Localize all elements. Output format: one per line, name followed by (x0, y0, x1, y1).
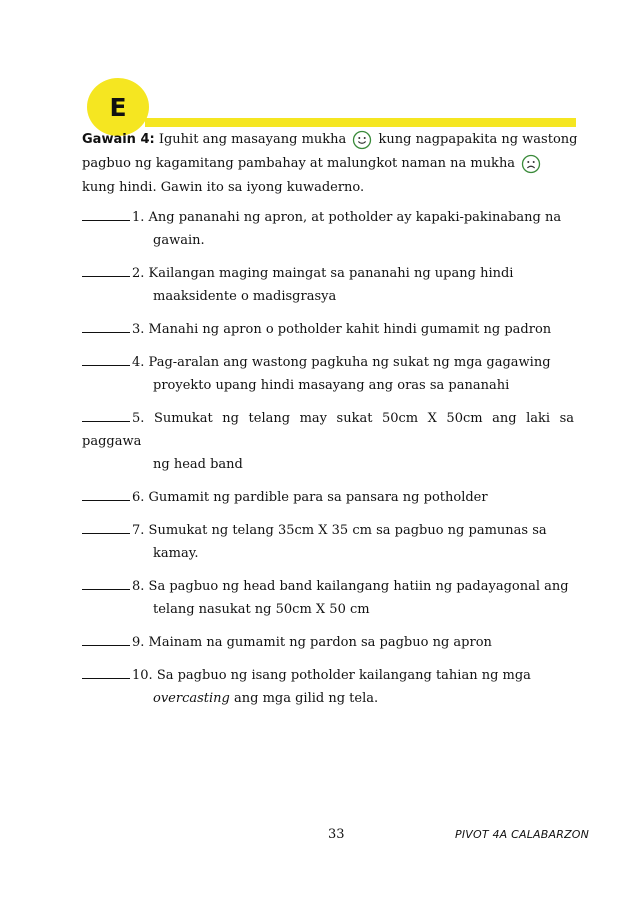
answer-blank[interactable] (82, 206, 130, 221)
answer-blank[interactable] (82, 631, 130, 646)
item-text: Gumamit ng pardible para sa pansara ng potholder (144, 490, 488, 505)
answer-blank[interactable] (82, 664, 130, 679)
list-item (82, 318, 574, 341)
answer-blank[interactable] (82, 407, 130, 422)
list-item (82, 407, 574, 476)
activity-label: Gawain 4: (82, 132, 155, 147)
item-number: 8. (132, 579, 145, 594)
item-list (82, 206, 574, 720)
item-number: 7. (132, 523, 145, 538)
item-text: Sa pagbuo ng head band kailangang hatiin ng padayagonal ang (144, 579, 569, 594)
item-text: Pag-aralan ang wastong pagkuha ng sukat ng mga gagawing (144, 355, 551, 370)
item-number: 9. (132, 635, 145, 650)
answer-blank[interactable] (82, 486, 130, 501)
section-header-bar (145, 118, 576, 127)
section-letter: E (109, 92, 127, 122)
item-text-continued: telang nasukat ng 50cm X 50 cm (153, 602, 370, 617)
item-number: 6. (132, 490, 145, 505)
list-item (82, 664, 574, 710)
item-text-continued: maaksidente o madisgrasya (153, 289, 337, 304)
item-text: Mainam na gumamit ng pardon sa pagbuo ng apron (144, 635, 492, 650)
item-text: Kailangan maging maingat sa pananahi ng upang hindi (144, 266, 514, 281)
list-item (82, 575, 574, 621)
list-item (82, 262, 574, 308)
list-item (82, 206, 574, 252)
list-item (82, 351, 574, 397)
activity-instructions: Gawain 4: Iguhit ang masayang mukha kung nagpapakita ng wastong pagbuo ng kagamitang pambahay at malungkot naman na mukha kung hindi. Gawin ito sa iyong kuwaderno. (82, 128, 578, 200)
item-number: 10. (132, 668, 153, 683)
answer-blank[interactable] (82, 575, 130, 590)
answer-blank[interactable] (82, 519, 130, 534)
item-text-continued: proyekto upang hindi masayang ang oras sa pananahi (153, 378, 510, 393)
item-number: 4. (132, 355, 145, 370)
item-text-continued: ng head band (153, 457, 243, 472)
item-number: 5. (132, 411, 145, 426)
list-item (82, 486, 574, 509)
item-text-continued: ang mga gilid ng tela. (229, 691, 379, 706)
smiley-face-icon (352, 130, 372, 150)
item-emphasis: overcasting (153, 691, 230, 706)
footer-brand: PIVOT 4A CALABARZON (455, 828, 590, 841)
list-item (82, 631, 574, 654)
answer-blank[interactable] (82, 262, 130, 277)
answer-blank[interactable] (82, 351, 130, 366)
sad-face-icon (521, 154, 541, 174)
item-text-continued: kamay. (153, 546, 199, 561)
answer-blank[interactable] (82, 318, 130, 333)
item-number: 1. (132, 210, 145, 225)
list-item (82, 519, 574, 565)
item-number: 3. (132, 322, 145, 337)
item-text: Sa pagbuo ng isang potholder kailangang tahian ng mga (152, 668, 531, 683)
item-text: Manahi ng apron o potholder kahit hindi gumamit ng padron (144, 322, 552, 337)
item-text: Sumukat ng telang 35cm X 35 cm sa pagbuo ng pamunas sa (144, 523, 547, 538)
item-text: Ang pananahi ng apron, at potholder ay kapaki-pakinabang na (144, 210, 562, 225)
item-text: Sumukat ng telang may sukat 50cm X 50cm ang laki sa paggawa (82, 411, 574, 449)
item-text-continued: gawain. (153, 233, 205, 248)
page-number: 33 (328, 827, 345, 842)
item-number: 2. (132, 266, 145, 281)
